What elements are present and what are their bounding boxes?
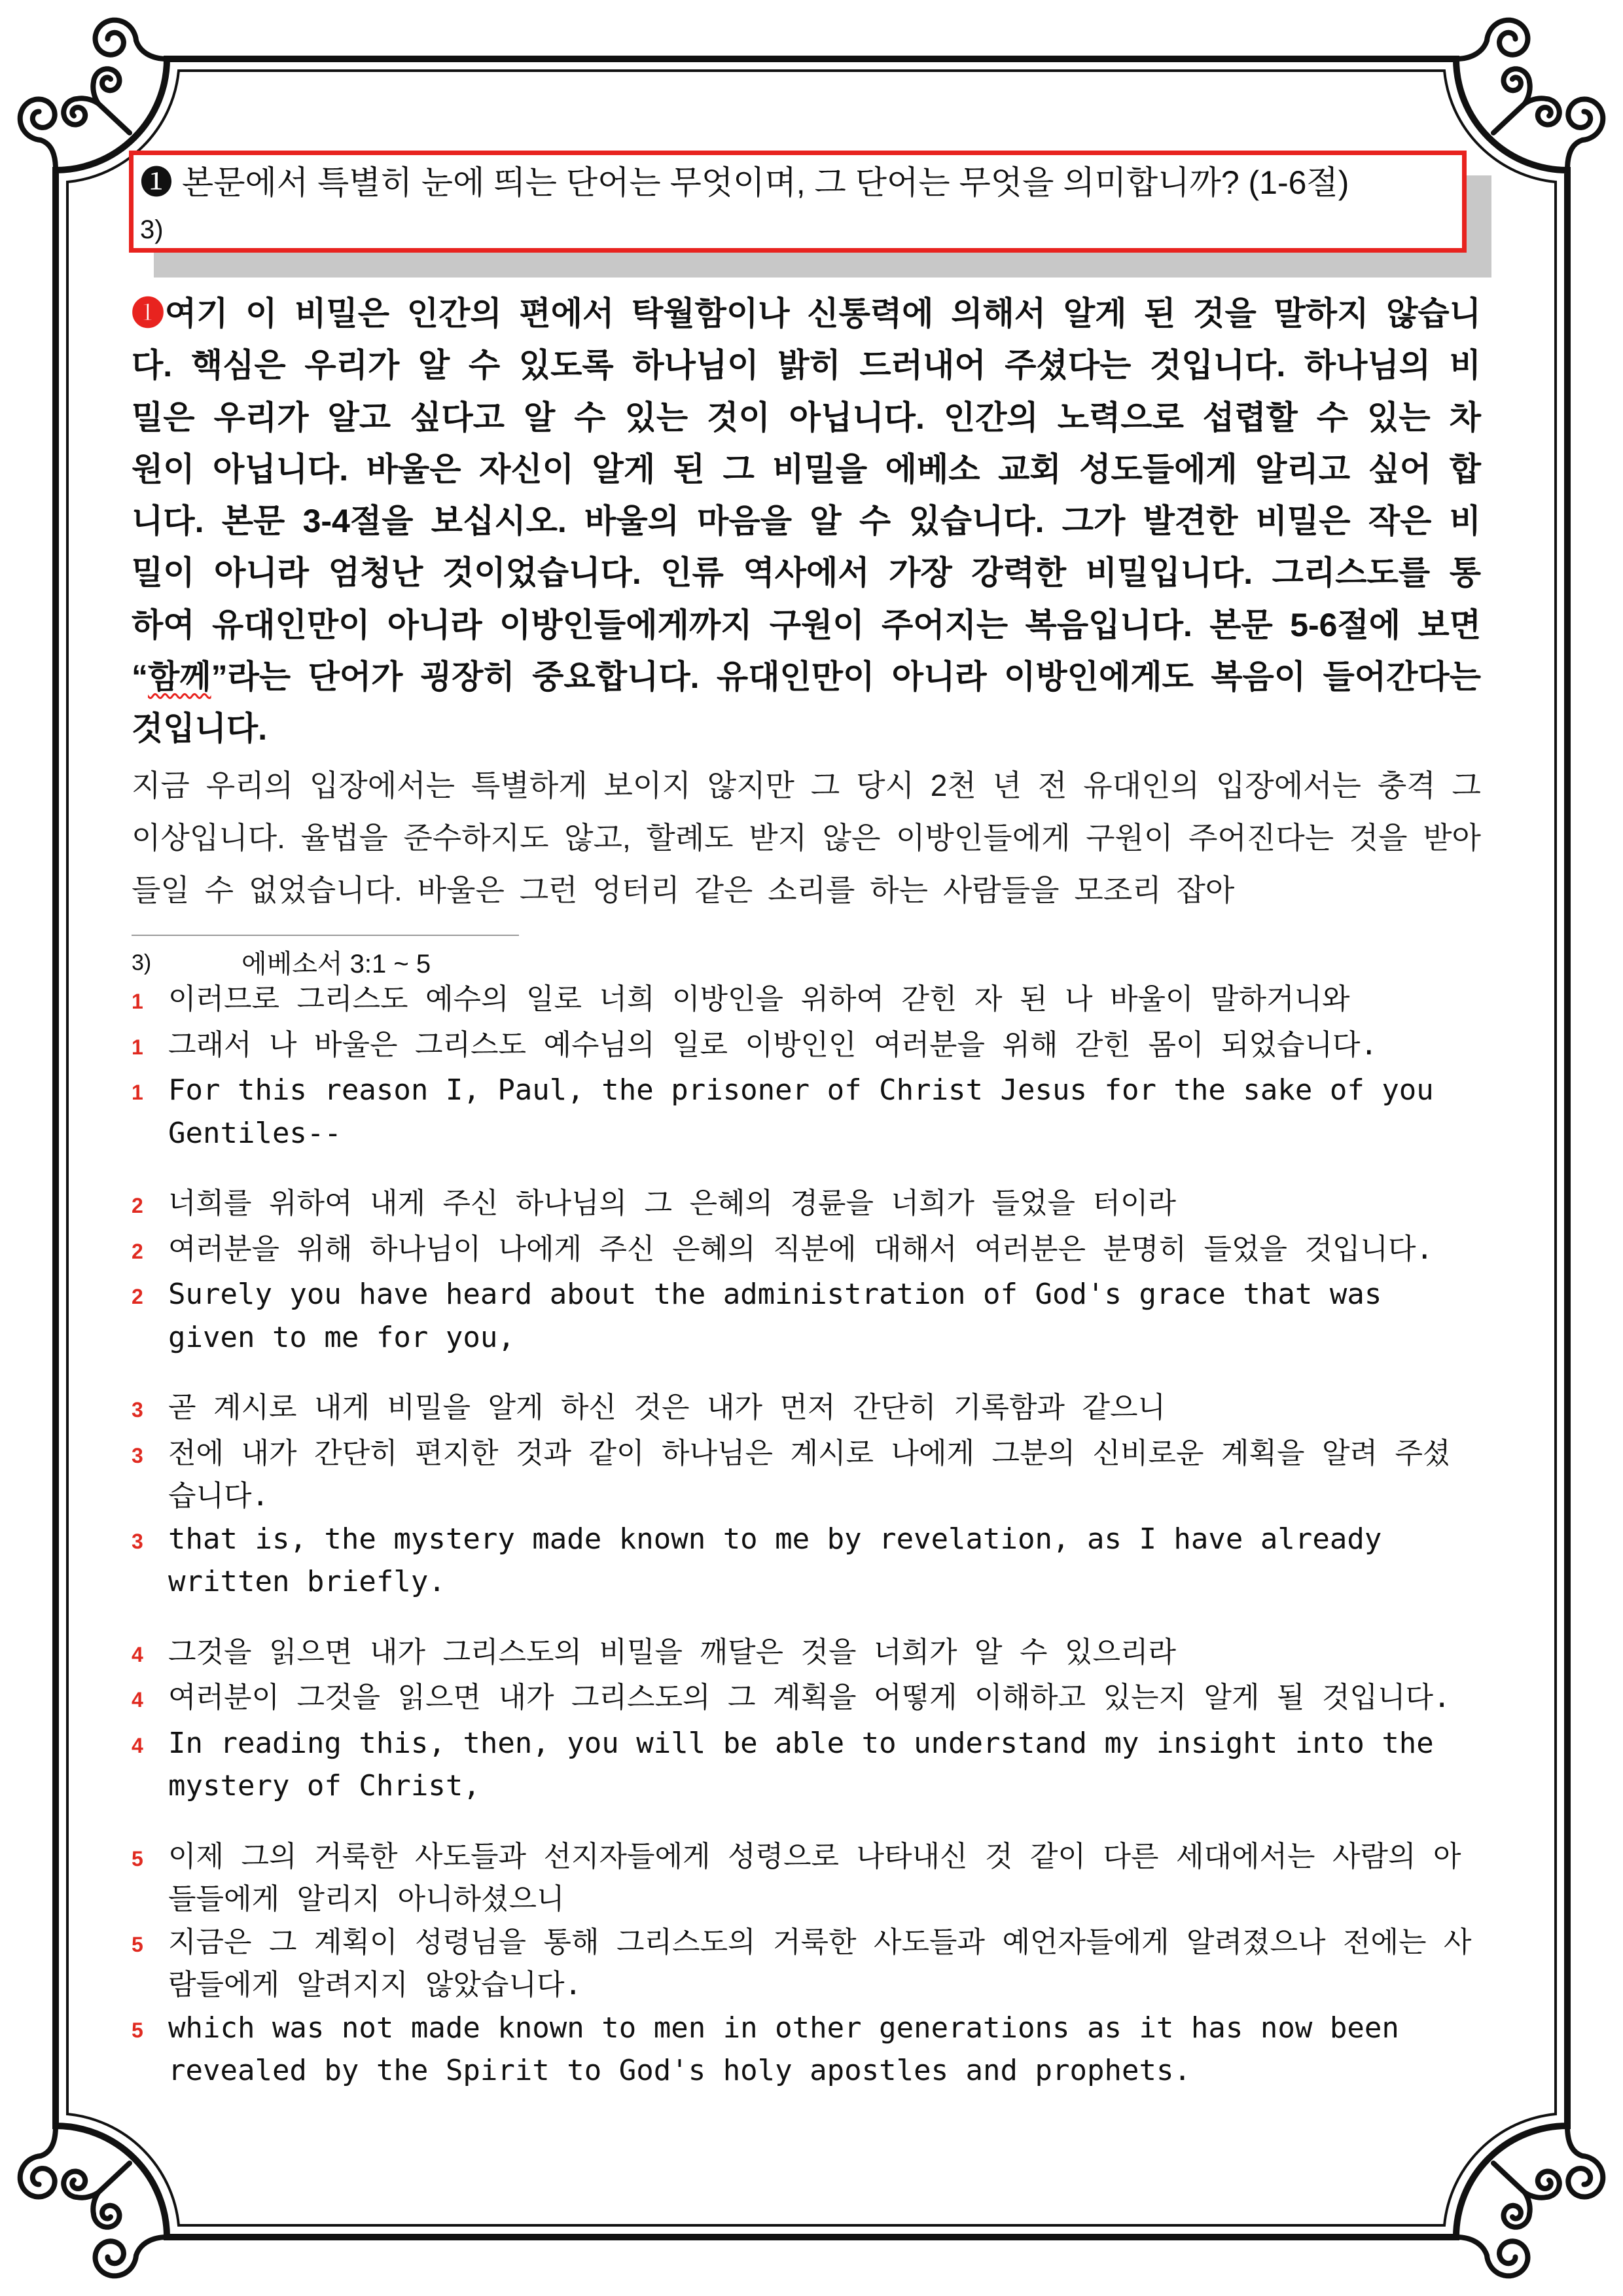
ornament-scroll [1456, 2237, 1487, 2255]
verse-number: 1 [132, 1081, 143, 1104]
ornament-scroll [1567, 140, 1582, 170]
ornament-scroll [63, 2172, 85, 2198]
ornament-scroll [98, 2163, 130, 2193]
highlight-word: 함께 [148, 658, 211, 696]
verse-text: that is, the mystery made known to me by revelation, as I have already written briefly. [168, 1522, 1382, 1598]
verse-text: In reading this, then, you will be able to understand my insight into the mystery of Christ, [168, 1726, 1434, 1803]
verse-text: 너희를 위하여 내게 주신 하나님의 그 은혜의 경륜을 너희가 들었을 터이라 [168, 1187, 1177, 1220]
ornament-scroll [1538, 99, 1560, 125]
verse-text: which was not made known to men in other generations as it has now been revealed by the Spirit to God's holy apostles and prophets. [168, 2011, 1399, 2087]
verse-number: 3 [132, 1398, 143, 1422]
verse-line [132, 1386, 1519, 1432]
ornament-scroll [1487, 2241, 1528, 2276]
verse-line [132, 1069, 1519, 1155]
verse-group [132, 1182, 1519, 1359]
verse-text: 전에 내가 간단히 편지한 것과 같이 하나님은 계시로 나에게 그분의 신비로운 계획을 알려 주셨습니다. [168, 1436, 1451, 1513]
ornament-scroll [41, 2126, 56, 2156]
question-text: 본문에서 특별히 눈에 띄는 단어는 무엇이며, 그 단어는 무엇을 의미합니까? (1-6절) [181, 164, 1349, 201]
ornament-scroll [63, 99, 85, 125]
verse-number: 1 [132, 990, 143, 1013]
footnote-title: 에베소서 3:1 ~ 5 [241, 950, 431, 978]
verse-group [132, 978, 1519, 1155]
verse-text: 여러분이 그것을 읽으면 내가 그리스도의 그 계획을 어떻게 이해하고 있는지 알게 될 것입니다. [168, 1681, 1451, 1714]
footnote-ref: 3) [132, 950, 152, 975]
verse-line [132, 1835, 1519, 1921]
verse-line [132, 1921, 1519, 2007]
verse-line [132, 1024, 1519, 1069]
verse-line [132, 1676, 1519, 1722]
verse-number: 2 [132, 1285, 143, 1308]
footnote [132, 948, 1519, 2224]
verse-line [132, 1631, 1519, 1677]
answer-plain-paragraph: 지금 우리의 입장에서는 특별하게 보이지 않지만 그 당시 2천 년 전 유대인의 입장에서는 충격 그 이상입니다. 율법을 준수하지도 않고, 할례도 받지 않은 이방인들에게 구원이 주어진다는 것을 받아들일 수 없었습니다. 바울은 그런 엉터리 같은 소리를 하는 사람들을 모조리 잡아 [132, 768, 1481, 907]
ornament-scroll [94, 2206, 120, 2227]
verse-text: Surely you have heard about the administration of God's grace that was given to me for you, [168, 1278, 1382, 1354]
verse-text: 지금은 그 계획이 성령님을 통해 그리스도의 거룩한 사도들과 예언자들에게 알려졌으나 전에는 사람들에게 알려지지 않았습니다. [168, 1925, 1472, 2001]
footnote-separator [132, 935, 519, 936]
verse-line [132, 1518, 1519, 1604]
ornament-scroll [1487, 20, 1528, 55]
verse-number: 3 [132, 1529, 143, 1553]
answer-bold-paragraph [132, 288, 1481, 755]
question-box [129, 151, 1467, 253]
ornament-scroll [1525, 98, 1546, 103]
ornament-scroll [98, 103, 130, 133]
verse-number: 5 [132, 1846, 143, 1871]
verse-number: 4 [132, 1642, 143, 1666]
ornament-scroll [1568, 2156, 1603, 2197]
question-footnote-ref: 3) [140, 215, 164, 244]
verse-number: 5 [132, 2018, 143, 2042]
footnote-header [132, 948, 1519, 978]
verse-group [132, 1631, 1519, 1808]
ornament-scroll [96, 20, 137, 55]
verse-number: 2 [132, 1239, 143, 1263]
ornament-scroll [136, 2237, 167, 2255]
verse-text: 그것을 읽으면 내가 그리스도의 비밀을 깨달은 것을 너희가 알 수 있으리라 [168, 1635, 1177, 1669]
verse-line [132, 1228, 1519, 1274]
verse-line [132, 1432, 1519, 1518]
corner-ornament-top-right [1456, 20, 1603, 170]
ornament-scroll [1493, 103, 1525, 133]
ornament-scroll [1504, 69, 1530, 90]
answer-bold-text-before: 여기 이 비밀은 인간의 편에서 탁월함이나 신통력에 의해서 알게 된 것을 말하지 않습니다. 핵심은 우리가 알 수 있도록 하나님이 밝히 드러내어 주셨다는 것입니다. 하나님의 비밀은 우리가 알고 싶다고 알 수 있는 것이 아닙니다. 인간의 노력으로 섭렵할 수 있는 차원이 아닙니다. 바울은 자신이 알게 된 그 비밀을 에베소 교회 성도들에게 알리고 싶어 합니다. 본문 3-4절을 보십시오. 바울의 마음을 알 수 있습니다. 그가 발견한 비밀은 작은 비밀이 아니라 엄청난 것이었습니다. 인류 역사에서 가장 강력한 비밀입니다. 그리스도를 통하여 유대인만이 아니라 이방인들에게까지 구원이 주어지는 복음입니다. 본문 5-6절에 보면 “ [132, 295, 1482, 696]
ornament-scroll [136, 41, 167, 59]
verse-number: 5 [132, 1932, 143, 1956]
verse-text: For this reason I, Paul, the prisoner of Christ Jesus for the sake of you Gentiles-- [168, 1073, 1434, 1150]
verse-text: 여러분을 위해 하나님이 나에게 주신 은혜의 직분에 대해서 여러분은 분명히 들었을 것입니다. [168, 1232, 1434, 1266]
verse-number: 2 [132, 1194, 143, 1217]
verse-line [132, 978, 1519, 1024]
ornament-scroll [1538, 2172, 1560, 2198]
verse-text: 곧 계시로 내게 비밀을 알게 하신 것은 내가 먼저 간단히 기록함과 같으니 [168, 1391, 1166, 1424]
question-marker: ❶ [140, 164, 173, 201]
verse-text: 이제 그의 거룩한 사도들과 선지자들에게 성령으로 나타내신 것 같이 다른 세대에서는 사람의 아들들에게 알리지 아니하셨으니 [168, 1839, 1461, 1916]
verse-line [132, 1182, 1519, 1228]
ornament-scroll [96, 2241, 137, 2276]
ornament-scroll [20, 2156, 55, 2197]
ornament-scroll [1568, 99, 1603, 141]
answer-marker: ❶ [132, 295, 165, 332]
ornament-scroll [20, 99, 55, 141]
ornament-scroll [94, 69, 120, 90]
corner-ornament-top-left [20, 20, 167, 170]
verse-group [132, 1386, 1519, 1604]
verse-text: 이러므로 그리스도 예수의 일로 너희 이방인을 위하여 갇힌 자 된 나 바울이 말하거니와 [168, 982, 1350, 1016]
answer-bold-text-after: ”라는 단어가 굉장히 중요합니다. 유대인만이 아니라 이방인에게도 복음이 들어간다는 것입니다. [132, 658, 1481, 747]
verse-number: 4 [132, 1733, 143, 1757]
verse-group [132, 1835, 1519, 2092]
verse-line [132, 1273, 1519, 1359]
verse-number: 3 [132, 1443, 143, 1467]
verse-number: 1 [132, 1035, 143, 1059]
verse-number: 4 [132, 1688, 143, 1712]
ornament-scroll [1456, 41, 1487, 59]
ornament-scroll [77, 98, 98, 103]
verse-line [132, 2007, 1519, 2092]
ornament-scroll [1567, 2126, 1582, 2156]
verse-text: 그래서 나 바울은 그리스도 예수님의 일로 이방인인 여러분을 위해 갇힌 몸이 되었습니다. [168, 1028, 1378, 1062]
ornament-scroll [41, 140, 56, 170]
verse-line [132, 1722, 1519, 1808]
ornament-scroll [77, 2193, 98, 2198]
verse-list [132, 978, 1519, 2092]
ornament-scroll [1525, 2193, 1546, 2198]
